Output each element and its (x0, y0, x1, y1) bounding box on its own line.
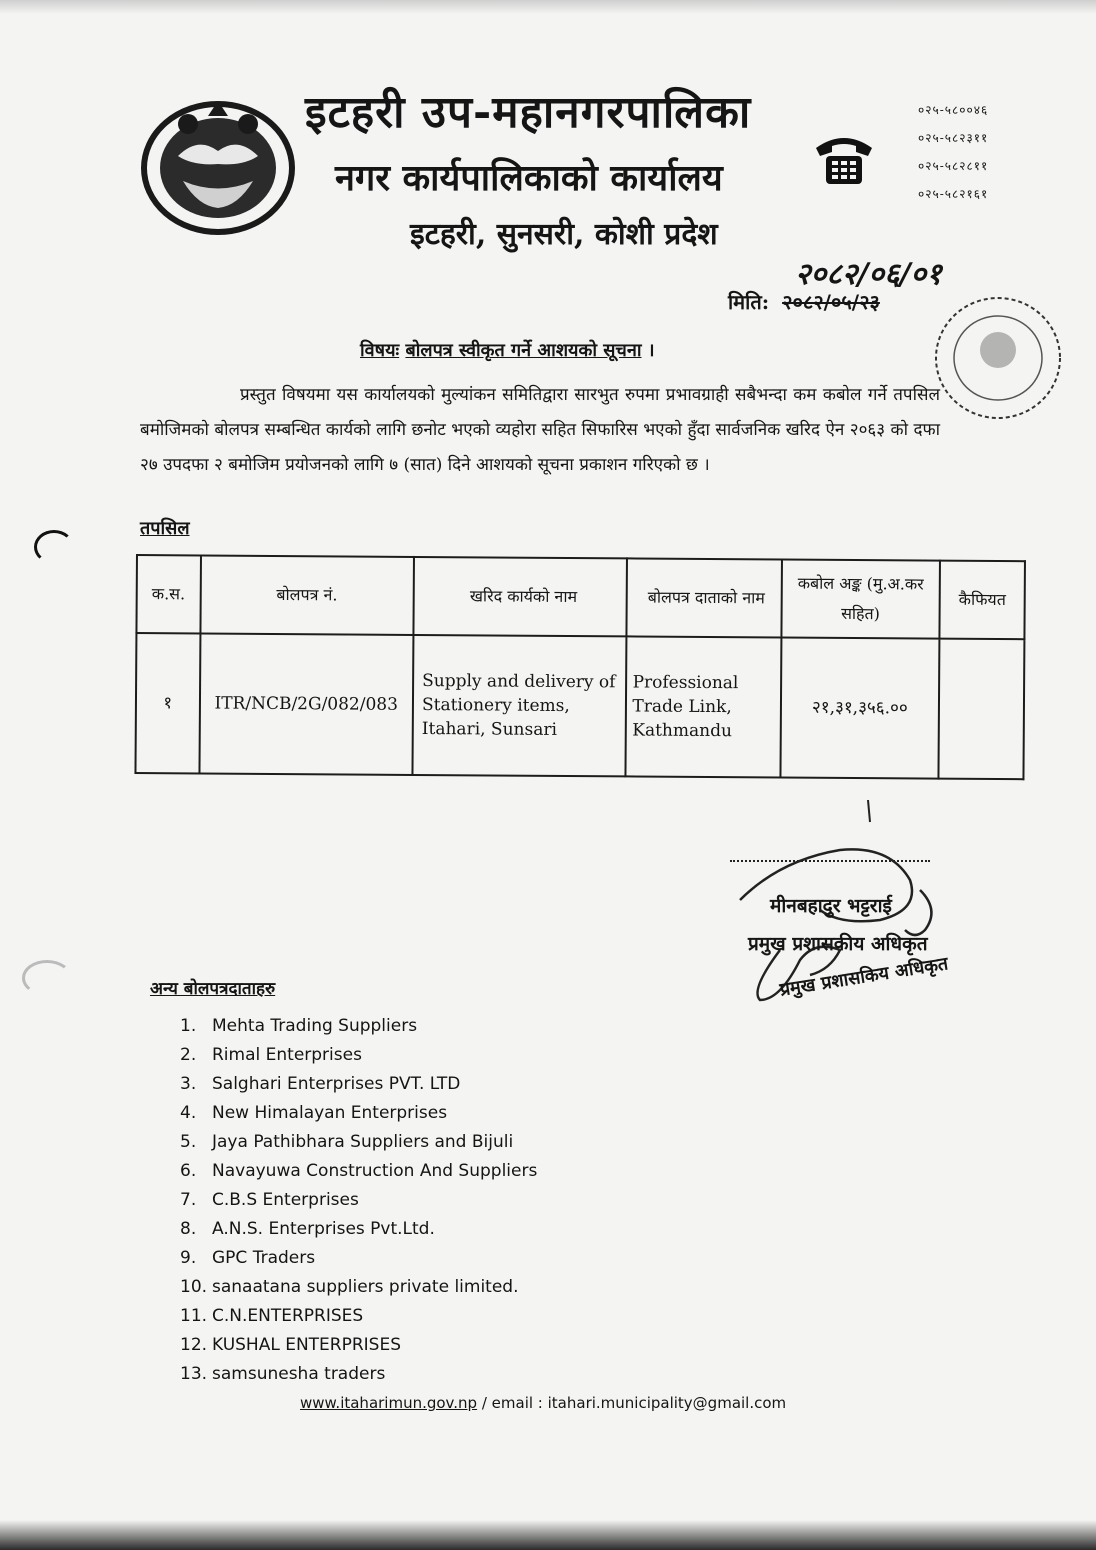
cell-amount: २१,३१,३५६.०० (780, 638, 939, 779)
phone-number: ०२५-५८२१६१ (918, 187, 989, 201)
details-heading: तपसिल (140, 518, 190, 539)
list-item (180, 1244, 537, 1273)
nepal-emblem-icon (138, 96, 298, 236)
bidder-name: New Himalayan Enterprises (212, 1103, 448, 1123)
list-number: 7. (180, 1190, 197, 1210)
list-item (180, 1331, 537, 1360)
list-number: 11. (180, 1306, 208, 1326)
bidder-name: A.N.S. Enterprises Pvt.Ltd. (212, 1219, 435, 1239)
list-item (180, 1099, 537, 1128)
list-number: 2. (180, 1045, 197, 1065)
signatory-name: मीनबहादुर भट्टराई (770, 895, 892, 917)
list-item (180, 1302, 537, 1331)
scan-edge-bottom (0, 1520, 1096, 1550)
office-subname: नगर कार्यपालिकाको कार्यालय (335, 157, 723, 199)
handwritten-date: २०८२/०६/०१ (795, 257, 942, 292)
col-header-remarks: कैफियत (940, 561, 1025, 640)
signatory-stamp: प्रमुख प्रशासकिय अधिकृत (778, 953, 950, 1001)
list-number: 5. (180, 1132, 197, 1152)
notice-body: प्रस्तुत विषयमा यस कार्यालयको मुल्यांकन समितिद्वारा सारभुत रुपमा प्रभावग्राही सबैभन्दा कम कबोल गर्ने तपसिल बमोजिमको बोलपत्र सम्बन्धित कार्यको लागि छनोट भएको व्यहोरा सहित सिफारिस भएको हुँदा सार्वजनिक खरिद ऐन २०६३ को दफा २७ उपदफा २ बमोजिम प्रयोजनको लागि ७ (सात) दिने आशयको सूचना प्रकाशन गरिएको छ । (140, 385, 940, 475)
table-row (135, 633, 1024, 779)
list-item (180, 1157, 537, 1186)
list-number: 1. (180, 1016, 197, 1036)
list-number: 3. (180, 1074, 197, 1094)
subject-end-mark: । (647, 340, 655, 361)
col-header-sn: क.स. (136, 555, 200, 633)
cell-bidder: Professional Trade Link, Kathmandu (625, 636, 781, 777)
list-number: 9. (180, 1248, 197, 1268)
bidder-name: Jaya Pathibhara Suppliers and Bijuli (212, 1132, 514, 1152)
date-line (728, 288, 880, 315)
footer-separator: / email : (477, 1394, 548, 1412)
bidder-name: Salghari Enterprises PVT. LTD (212, 1074, 461, 1094)
list-item (180, 1128, 537, 1157)
other-bidders-list (180, 1012, 537, 1389)
punch-hole-mark (22, 960, 72, 996)
footer-contact (300, 1394, 786, 1412)
phone-number: ०२५-५८२३११ (918, 131, 989, 145)
cell-remarks (939, 639, 1025, 780)
bidder-name: C.N.ENTERPRISES (212, 1306, 364, 1326)
email-address[interactable]: itahari.municipality@gmail.com (547, 1394, 787, 1412)
list-item (180, 1360, 537, 1389)
bidder-name: samsunesha traders (212, 1364, 386, 1384)
col-header-amount: कबोल अङ्क (मु.अ.कर सहित) (781, 560, 940, 639)
office-address: इटहरी, सुनसरी, कोशी प्रदेश (410, 217, 718, 252)
subject-label: विषयः (360, 340, 400, 361)
list-item (180, 1041, 537, 1070)
website-link[interactable]: www.itaharimun.gov.np (300, 1394, 478, 1412)
table-header-row (136, 555, 1025, 639)
subject-line (360, 338, 655, 362)
list-number: 6. (180, 1161, 197, 1181)
bidder-name: KUSHAL ENTERPRISES (212, 1335, 402, 1355)
bidder-name: Rimal Enterprises (212, 1045, 362, 1065)
phone-numbers (918, 96, 988, 208)
list-item (180, 1273, 537, 1302)
bid-table (134, 554, 1026, 780)
telephone-icon (812, 128, 876, 188)
other-bidders-heading: अन्य बोलपत्रदाताहरु (150, 979, 276, 999)
list-item (180, 1070, 537, 1099)
bidder-name: C.B.S Enterprises (212, 1190, 359, 1210)
scan-edge-top (0, 0, 1096, 14)
list-number: 13. (180, 1364, 208, 1384)
list-number: 10. (180, 1277, 208, 1297)
list-item (180, 1215, 537, 1244)
cell-bid-no: ITR/NCB/2G/082/083 (199, 633, 414, 774)
list-item (180, 1186, 537, 1215)
phone-number: ०२५-५८००४६ (918, 103, 989, 117)
col-header-bidder: बोलपत्र दाताको नाम (626, 558, 782, 637)
office-name: इटहरी उप-महानगरपालिका (305, 87, 752, 138)
list-number: 12. (180, 1335, 208, 1355)
punch-hole-mark (34, 530, 74, 564)
cell-work-name: Supply and delivery of Stationery items, Itahari, Sunsari (413, 635, 626, 776)
bidder-name: GPC Traders (212, 1248, 316, 1268)
signature-line (730, 860, 930, 862)
list-number: 4. (180, 1103, 197, 1123)
bidder-name: Navayuwa Construction And Suppliers (212, 1161, 538, 1181)
col-header-bid-no: बोलपत्र नं. (200, 555, 414, 634)
list-number: 8. (180, 1219, 197, 1239)
col-header-work-name: खरिद कार्यको नाम (413, 557, 626, 636)
date-label: मिति: (728, 290, 770, 314)
bidder-name: sanaatana suppliers private limited. (212, 1277, 519, 1297)
list-item (180, 1012, 537, 1041)
cell-sn: १ (135, 633, 199, 773)
office-seal-stamp (918, 288, 1068, 448)
subject-text: बोलपत्र स्वीकृत गर्ने आशयको सूचना (405, 340, 642, 361)
signatory-title: प्रमुख प्रशासकीय अधिकृत (748, 933, 928, 955)
printed-date: २०८२/०५/२३ (782, 290, 880, 314)
bidder-name: Mehta Trading Suppliers (212, 1016, 418, 1036)
phone-number: ०२५-५८२८११ (918, 159, 989, 173)
